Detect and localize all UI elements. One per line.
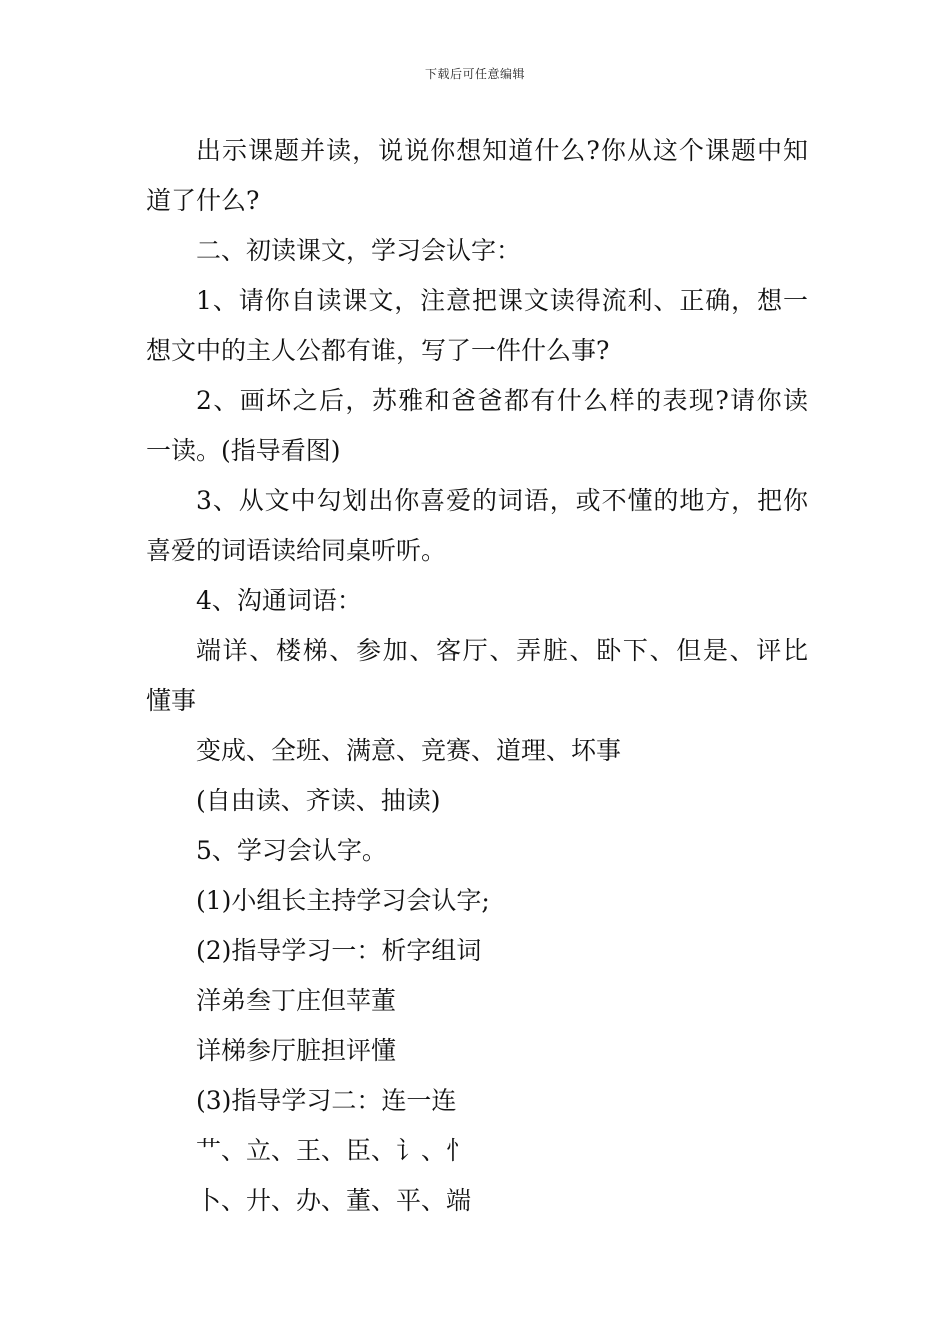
paragraph-line: 想文中的主人公都有谁，写了一件什么事? bbox=[146, 336, 610, 365]
paragraph-line: 4、沟通词语： bbox=[196, 586, 362, 615]
paragraph-line: 5、学习会认字。 bbox=[196, 836, 387, 865]
paragraph-line: (2)指导学习一：析字组词 bbox=[196, 936, 482, 965]
page-header: 下载后可任意编辑 bbox=[424, 67, 525, 81]
paragraph-line: 道了什么? bbox=[146, 186, 260, 215]
word-list-line: 端详、楼梯、参加、客厅、弄脏、卧下、但是、评比 bbox=[196, 636, 808, 665]
paragraph-line: 一读。(指导看图) bbox=[146, 436, 341, 465]
radical-list-line: 艹、立、王、臣、讠、忄 bbox=[196, 1136, 472, 1165]
section-heading: 二、初读课文，学习会认字： bbox=[196, 236, 522, 265]
paragraph-line: 3、从文中勾划出你喜爱的词语，或不懂的地方，把你 bbox=[196, 486, 808, 515]
paragraph-line: (1)小组长主持学习会认字; bbox=[196, 886, 490, 915]
paragraph-line: 出示课题并读，说说你想知道什么?你从这个课题中知 bbox=[196, 136, 808, 165]
radical-list-line: 卜、廾、办、董、平、端 bbox=[196, 1186, 472, 1215]
word-list-line: 变成、全班、满意、竞赛、道理、坏事 bbox=[196, 736, 622, 765]
paragraph-line: 1、请你自读课文，注意把课文读得流利、正确，想一 bbox=[196, 286, 808, 315]
paragraph-line: (自由读、齐读、抽读) bbox=[196, 786, 441, 815]
paragraph-line: (3)指导学习二：连一连 bbox=[196, 1086, 457, 1115]
paragraph-line: 2、画坏之后，苏雅和爸爸都有什么样的表现?请你读 bbox=[196, 386, 808, 415]
character-list-line: 洋弟叁丁庄但苹董 bbox=[196, 986, 397, 1015]
word-list-line: 懂事 bbox=[146, 686, 197, 715]
character-list-line: 详梯参厅脏担评懂 bbox=[196, 1036, 397, 1065]
document-body bbox=[146, 126, 808, 1226]
paragraph-line: 喜爱的词语读给同桌听听。 bbox=[146, 536, 447, 565]
